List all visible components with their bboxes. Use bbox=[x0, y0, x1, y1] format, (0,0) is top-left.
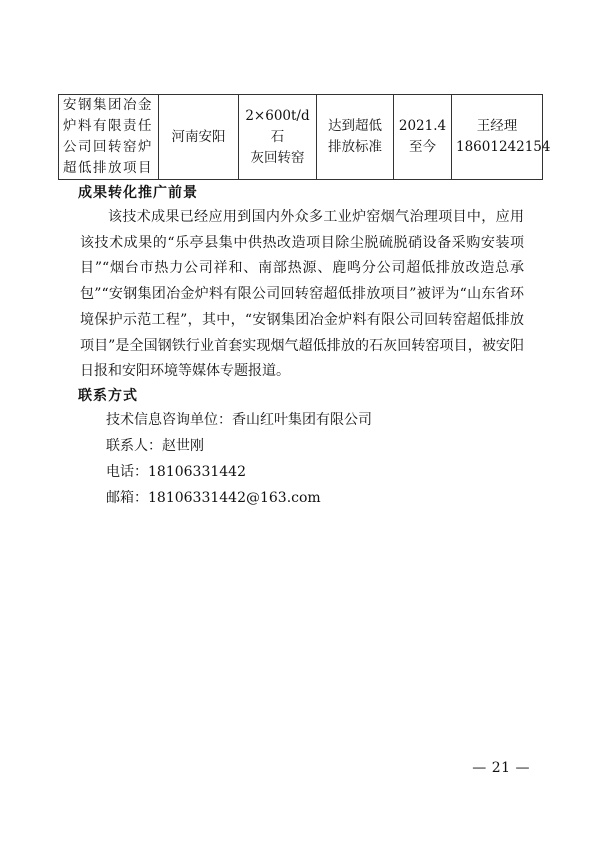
cell-date bbox=[394, 95, 452, 180]
scale-line-2: 灰回转窑 bbox=[250, 149, 305, 166]
effect-line-1: 达到超低 bbox=[328, 118, 382, 134]
project-table bbox=[58, 94, 551, 180]
contact-person: 联系人：赵世刚 bbox=[106, 438, 204, 454]
effect-line-2: 排放标准 bbox=[328, 139, 382, 155]
cell-contact bbox=[452, 95, 551, 180]
page-number: — 21 — bbox=[472, 760, 530, 776]
contact-phone-line: 电话：18106331442 bbox=[106, 464, 246, 480]
cell-scale bbox=[239, 95, 317, 180]
table-row bbox=[59, 95, 543, 180]
contact-heading: 联系方式 bbox=[78, 388, 138, 404]
date-line-1: 2021.4 bbox=[398, 118, 447, 134]
prospects-paragraph: 该技术成果已经应用到国内外众多工业炉窑烟气治理项目中，应用该技术成果的“乐亭县集中供热改造项目除尘脱硫脱硝设备采购安装项目”“烟台市热力公司祥和、南部热源、鹿鸣分公司超低排放改造总承包”“安钢集团冶金炉料有限公司回转窑超低排放项目”被评为“山东省环境保护示范工程”，其中，“安钢集团冶金炉料有限公司回转窑超低排放项目”是全国钢铁行业首套实现烟气超低排放的石灰回转窑项目，被安阳日报和安阳环境等媒体专题报道。 bbox=[80, 209, 524, 380]
cell-effect bbox=[317, 95, 394, 180]
contact-unit: 技术信息咨询单位：香山红叶集团有限公司 bbox=[106, 412, 372, 428]
scale-line-1: 2×600t/d 石 bbox=[245, 107, 310, 145]
contact-name: 王经理 bbox=[476, 118, 518, 134]
contact-email-line: 邮箱：18106331442@163.com bbox=[106, 490, 321, 506]
prospects-heading: 成果转化推广前景 bbox=[78, 185, 198, 201]
contact-phone: 18601242154 bbox=[456, 139, 551, 155]
cell-project-name: 安钢集团冶金炉料有限责任公司回转窑炉超低排放项目 bbox=[59, 95, 159, 180]
cell-location: 河南安阳 bbox=[159, 95, 239, 180]
date-line-2: 至今 bbox=[409, 139, 436, 155]
